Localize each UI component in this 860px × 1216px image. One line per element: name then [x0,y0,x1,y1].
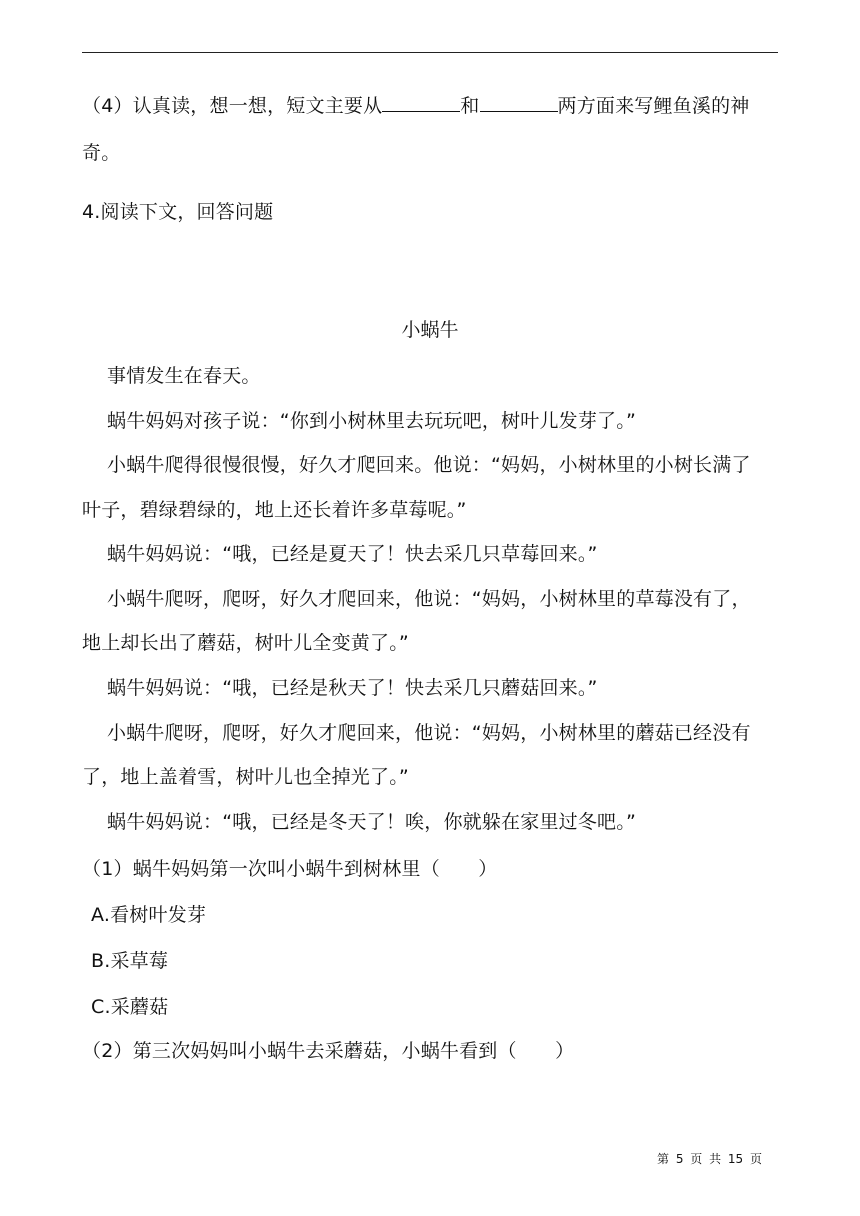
passage-line: 蜗牛妈妈说：“哦，已经是秋天了！快去采几只蘑菇回来。” [107,677,598,699]
q3-part4-line2: 奇。 [82,142,121,164]
page-number: 第 5 页 共 15 页 [657,1152,762,1166]
answer-blank-2[interactable] [480,93,558,112]
passage-line: 蜗牛妈妈说：“哦，已经是夏天了！快去采几只草莓回来。” [107,543,598,565]
passage-line: 了，地上盖着雪，树叶儿也全掉光了。” [82,766,409,788]
passage-line: 地上却长出了蘑菇，树叶儿全变黄了。” [82,632,409,654]
header-rule [82,52,778,53]
passage-line: 事情发生在春天。 [107,365,261,387]
sub-question-2-stem: （2）第三次妈妈叫小蜗牛去采蘑菇，小蜗牛看到（ ） [82,1040,575,1062]
passage-line: 蜗牛妈妈对孩子说：“你到小树林里去玩玩吧，树叶儿发芽了。” [107,410,636,432]
passage-line: 小蜗牛爬呀，爬呀，好久才爬回来，他说：“妈妈，小树林里的草莓没有了， [107,588,751,610]
q3-part4-text-a: （4）认真读，想一想，短文主要从 [82,95,383,117]
passage-line: 蜗牛妈妈说：“哦，已经是冬天了！唉，你就躲在家里过冬吧。” [107,811,636,833]
sub-question-1-stem: （1）蜗牛妈妈第一次叫小蜗牛到树林里（ ） [82,858,498,880]
passage-line: 小蜗牛爬呀，爬呀，好久才爬回来，他说：“妈妈，小树林里的蘑菇已经没有 [107,722,751,744]
question4-heading: 4.阅读下文，回答问题 [82,201,274,223]
passage-line: 小蜗牛爬得很慢很慢，好久才爬回来。他说：“妈妈，小树林里的小树长满了 [107,454,751,476]
option-a[interactable]: A.看树叶发芽 [91,904,207,926]
passage-line: 叶子，碧绿碧绿的，地上还长着许多草莓呢。” [82,499,467,521]
q3-part4-line1 [82,93,750,118]
option-c[interactable]: C.采蘑菇 [91,996,169,1018]
option-b[interactable]: B.采草莓 [91,950,169,972]
q3-part4-text-c: 两方面来写鲤鱼溪的神 [557,95,750,117]
answer-blank-1[interactable] [382,93,460,112]
passage-title: 小蜗牛 [401,319,459,341]
q3-part4-text-b: 和 [460,95,480,117]
